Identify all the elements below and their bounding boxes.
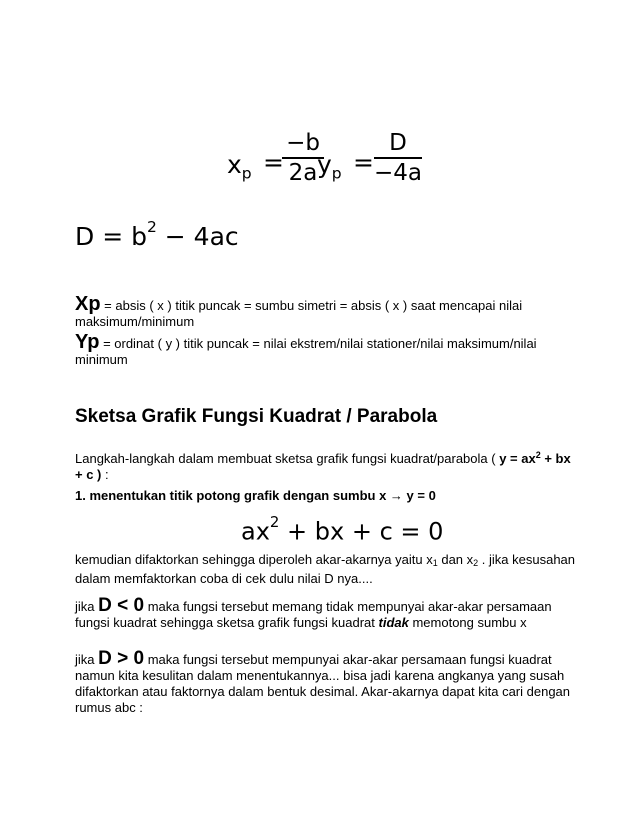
section-heading: Sketsa Grafik Fungsi Kuadrat / Parabola	[75, 406, 438, 427]
xp-numerator: −b	[286, 130, 320, 156]
yp-fraction-bar	[374, 157, 422, 159]
formula-discriminant: $D = b^2 - 4ac$	[75, 218, 239, 252]
yp-definition: Yp = ordinat ( y ) titik puncak = nilai ekstrem/nilai stationer/nilai maksimum/nilai minimum	[75, 331, 537, 367]
yp-symbol: $y_p$	[317, 150, 342, 183]
yp-denominator: −4a	[374, 160, 422, 186]
yp-equals: =	[353, 148, 374, 177]
condition-d-greater-zero: D > 0	[98, 648, 145, 669]
xp-definition: Xp = absis ( x ) titik puncak = sumbu simetri = absis ( x ) saat mencapai nilai maksimum/minimum	[75, 293, 523, 329]
intro-paragraph: Langkah-langkah dalam membuat sketsa grafik fungsi kuadrat/parabola ( $y = ax^2$ + bx + c ) :	[75, 450, 571, 482]
xp-equals: =	[263, 148, 284, 177]
yp-numerator: D	[389, 130, 407, 156]
step-1-title: 1. menentukan titik potong grafik dengan sumbu x → y = 0	[75, 488, 436, 503]
condition-d-less-zero: D < 0	[98, 595, 145, 616]
case-d-positive: jika D > 0 maka fungsi tersebut mempunyai akar-akar persamaan fungsi kuadrat namun kita kesulitan dalam menentukannya... bisa jadi karena angkanya yang susah difaktorkan atau faktornya dalam bentuk desimal. Akar-akarnya dapat kita cari dengan rumus abc :	[75, 648, 571, 715]
formula-vertex	[0, 0, 638, 200]
formula-quadratic-equation: $ax^2$ + bx + c = 0	[241, 513, 444, 546]
factor-paragraph: kemudian difaktorkan sehingga diperoleh akar-akarnya yaitu $x_1$ dan $x_2$ . jika kesusahan dalam memfaktorkan coba di cek dulu nilai D nya....	[75, 552, 576, 586]
xp-term: Xp	[75, 293, 101, 315]
yp-term: Yp	[75, 331, 100, 353]
yp-fraction	[374, 130, 422, 186]
xp-denominator: 2a	[288, 160, 318, 186]
case-d-negative: jika D < 0 maka fungsi tersebut memang tidak mempunyai akar-akar persamaan fungsi kuadrat sehingga sketsa grafik fungsi kuadrat tidak memotong sumbu x	[75, 595, 552, 630]
xp-symbol: $x_p$	[227, 150, 252, 183]
